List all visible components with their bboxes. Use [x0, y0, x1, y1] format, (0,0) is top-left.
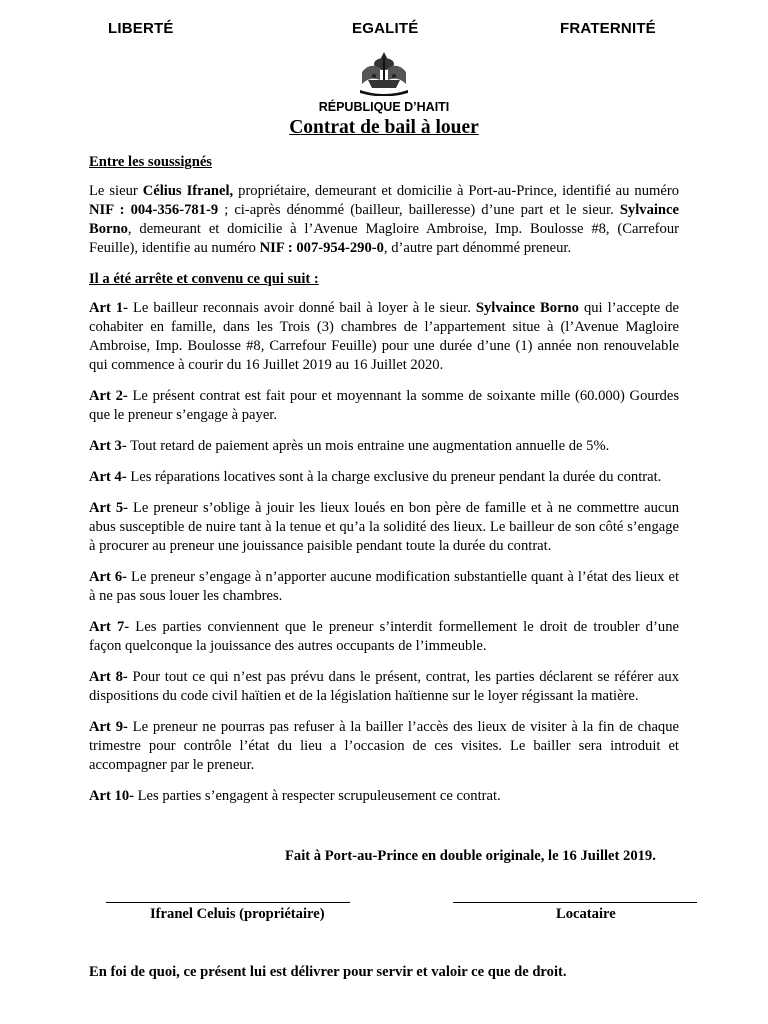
signed-place-date: Fait à Port-au-Prince en double originale, le 16 Juillet 2019. — [285, 848, 656, 864]
tenant-name: Sylvaince Borno — [475, 300, 579, 316]
document-title: Contrat de bail à louer — [289, 117, 479, 138]
article-number: Art 7- — [89, 619, 130, 635]
article-text: Le preneur ne pourras pas refuser à la bailler l’accès des lieux de visiter à la fin de chaque trimestre pour contrôle l’état du lieu a l’occasion de ces visites. Le bailler sera introduit et accompagner par le preneur. — [89, 719, 679, 773]
agreement-heading: Il a été arrête et convenu ce qui suit : — [89, 271, 319, 287]
tenant-signature-line — [453, 902, 697, 903]
tenant-nif: NIF : 007-954-290-0 — [259, 240, 384, 256]
article-number: Art 3- — [89, 438, 127, 454]
parties-text: propriétaire, demeurant et domicilie à Port-au-Prince, identifié au numéro — [233, 183, 679, 199]
owner-signature-label: Ifranel Celuis (propriétaire) — [150, 906, 325, 922]
article-10 — [89, 787, 679, 806]
owner-signature-line — [106, 902, 350, 903]
article-text: Le bailleur reconnais avoir donné bail à loyer à le sieur. — [128, 300, 476, 316]
article-number: Art 4- — [89, 469, 127, 485]
article-number: Art 9- — [89, 719, 128, 735]
article-2 — [89, 387, 679, 425]
parties-paragraph — [89, 182, 679, 258]
parties-text: , demeurant et domicilie à l’Avenue Magloire Ambroise, Imp. Boulosse #8, (Carrefour Feuille), identifie au numéro — [89, 221, 679, 256]
owner-name: Célius Ifranel, — [142, 183, 234, 199]
article-number: Art 5- — [89, 500, 129, 516]
coat-of-arms-icon — [356, 50, 412, 96]
article-number: Art 6- — [89, 569, 128, 585]
article-6 — [89, 568, 679, 606]
article-number: Art 10- — [89, 788, 134, 804]
parties-text: ; ci-après dénommé (bailleur, bailleresse) d’une part et le sieur. — [218, 202, 620, 218]
article-text: Pour tout ce qui n’est pas prévu dans le présent, contrat, les parties déclarent se référer aux dispositions du code civil haïtien et de la législation haïtienne sur le loyer régissant la matière. — [89, 669, 679, 704]
article-text: Les parties s’engagent à respecter scrupuleusement ce contrat. — [133, 788, 501, 804]
parties-heading: Entre les soussignés — [89, 154, 212, 170]
article-1 — [89, 299, 679, 375]
closing-statement: En foi de quoi, ce présent lui est délivrer pour servir et valoir ce que de droit. — [89, 964, 567, 980]
article-4 — [89, 468, 679, 487]
owner-nif: NIF : 004-356-781-9 — [89, 202, 219, 218]
tenant-name: Sylvaince Borno — [89, 202, 679, 237]
article-7 — [89, 618, 679, 656]
article-9 — [89, 718, 679, 775]
article-text: qui l’accepte de cohabiter en famille, dans les Trois (3) chambres de l’appartement situe à (l’Avenue Magloire Ambroise, Imp. Boulosse #8, Carrefour Feuille) pour une durée d’une (1) année non renouvelable qui commence à courir du 16 Juillet 2019 au 16 Juillet 2020. — [89, 300, 679, 373]
article-text: Le preneur s’engage à n’apporter aucune modification substantielle quant à l’état des lieux et à ne pas sous louer les chambres. — [89, 569, 680, 604]
article-8 — [89, 668, 679, 706]
republic-header: RÉPUBLIQUE D’HAITI — [318, 100, 450, 114]
article-number: Art 2- — [89, 388, 128, 404]
motto-egalite: EGALITÉ — [352, 20, 419, 37]
motto-fraternite: FRATERNITÉ — [560, 20, 656, 37]
article-3 — [89, 437, 679, 456]
article-text: Les réparations locatives sont à la charge exclusive du preneur pendant la durée du contrat. — [126, 469, 662, 485]
article-text: Les parties conviennent que le preneur s’interdit formellement le droit de troubler d’une façon quelconque la jouissance des autres occupants de l’immeuble. — [89, 619, 679, 654]
parties-text: , d’autre part dénommé preneur. — [383, 240, 572, 256]
article-5 — [89, 499, 679, 556]
article-text: Le présent contrat est fait pour et moyennant la somme de soixante mille (60.000) Gourdes que le preneur s’engage à payer. — [89, 388, 680, 423]
document-body — [89, 153, 679, 818]
tenant-signature-label: Locataire — [556, 906, 616, 922]
motto-liberte: LIBERTÉ — [108, 20, 174, 37]
article-number: Art 1- — [89, 300, 129, 316]
article-number: Art 8- — [89, 669, 128, 685]
parties-text: Le sieur — [89, 183, 143, 199]
article-text: Tout retard de paiement après un mois entraine une augmentation annuelle de 5%. — [126, 438, 610, 454]
article-text: Le preneur s’oblige à jouir les lieux loués en bon père de famille et à ne commettre aucun abus susceptible de nuire tant à la tenue et qu’a la solidité des lieux. Le bailleur de son côté s’engage à procurer au preneur une jouissance paisible pendant toute la durée du contrat. — [89, 500, 679, 554]
